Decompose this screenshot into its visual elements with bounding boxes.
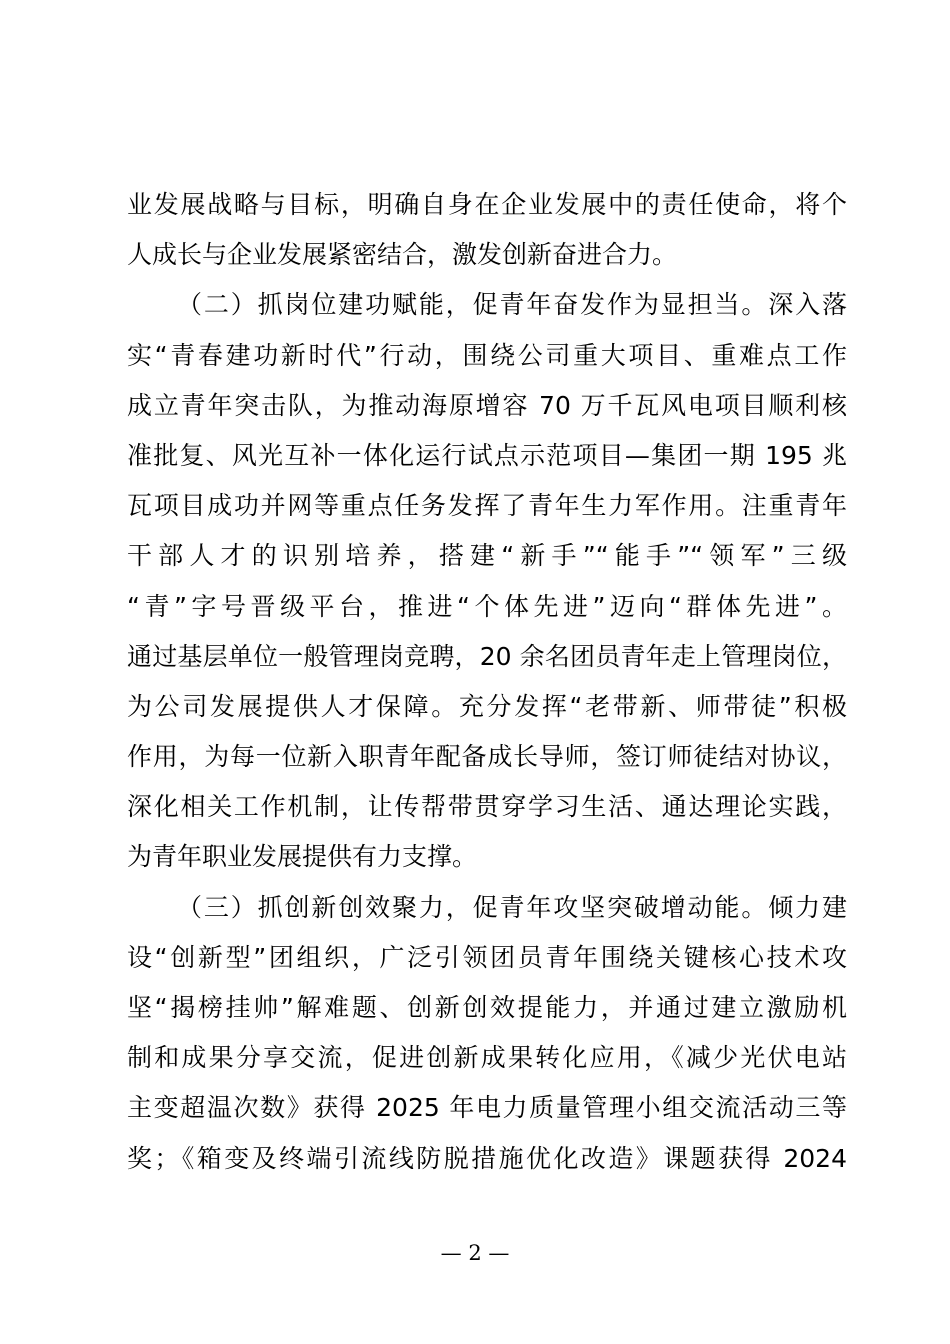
text-line: 业发展战略与目标，明确自身在企业发展中的责任使命，将个	[127, 190, 847, 219]
text-line: 成立青年突击队，为推动海原增容 70 万千瓦风电项目顺利核	[127, 390, 847, 420]
section-heading-line: （三）抓创新创效聚力，促青年攻坚突破增动能。倾力建	[177, 892, 847, 922]
text-line: 制和成果分享交流，促进创新成果转化应用，《减少光伏电站	[127, 1043, 847, 1073]
body-text	[127, 180, 847, 1184]
text-line: 作用，为每一位新入职青年配备成长导师，签订师徒结对协议，	[127, 742, 847, 772]
text-line: 坚“揭榜挂帅”解难题、创新创效提能力，并通过建立激励机	[127, 993, 847, 1022]
text-line: 实“青春建功新时代”行动，围绕公司重大项目、重难点工作	[127, 340, 847, 370]
text-line: 设“创新型”团组织，广泛引领团员青年围绕关键核心技术攻	[127, 942, 847, 972]
page-number: — 2 —	[440, 1241, 510, 1265]
text-line: 为公司发展提供人才保障。充分发挥“老带新、师带徒”积极	[127, 691, 847, 721]
text-line: 人成长与企业发展紧密结合，激发创新奋进合力。	[127, 240, 678, 270]
section-heading-line: （二）抓岗位建功赋能，促青年奋发作为显担当。深入落	[177, 290, 847, 320]
text-line: 为青年职业发展提供有力支撑。	[127, 842, 478, 872]
text-line: 干部人才的识别培养，搭建“新手”“能手”“领军”三级	[127, 541, 847, 571]
text-line: 深化相关工作机制，让传帮带贯穿学习生活、通达理论实践，	[127, 792, 847, 822]
text-line: “青”字号晋级平台，推进“个体先进”迈向“群体先进”。	[127, 591, 847, 621]
text-line: 奖；《箱变及终端引流线防脱措施优化改造》课题获得 2024	[127, 1143, 847, 1173]
text-line: 准批复、风光互补一体化运行试点示范项目—集团一期 195 兆	[127, 440, 847, 470]
text-line: 主变超温次数》获得 2025 年电力质量管理小组交流活动三等	[127, 1093, 847, 1123]
text-line: 通过基层单位一般管理岗竞聘，20 余名团员青年走上管理岗位，	[127, 641, 847, 671]
text-line: 瓦项目成功并网等重点任务发挥了青年生力军作用。注重青年	[127, 491, 847, 521]
